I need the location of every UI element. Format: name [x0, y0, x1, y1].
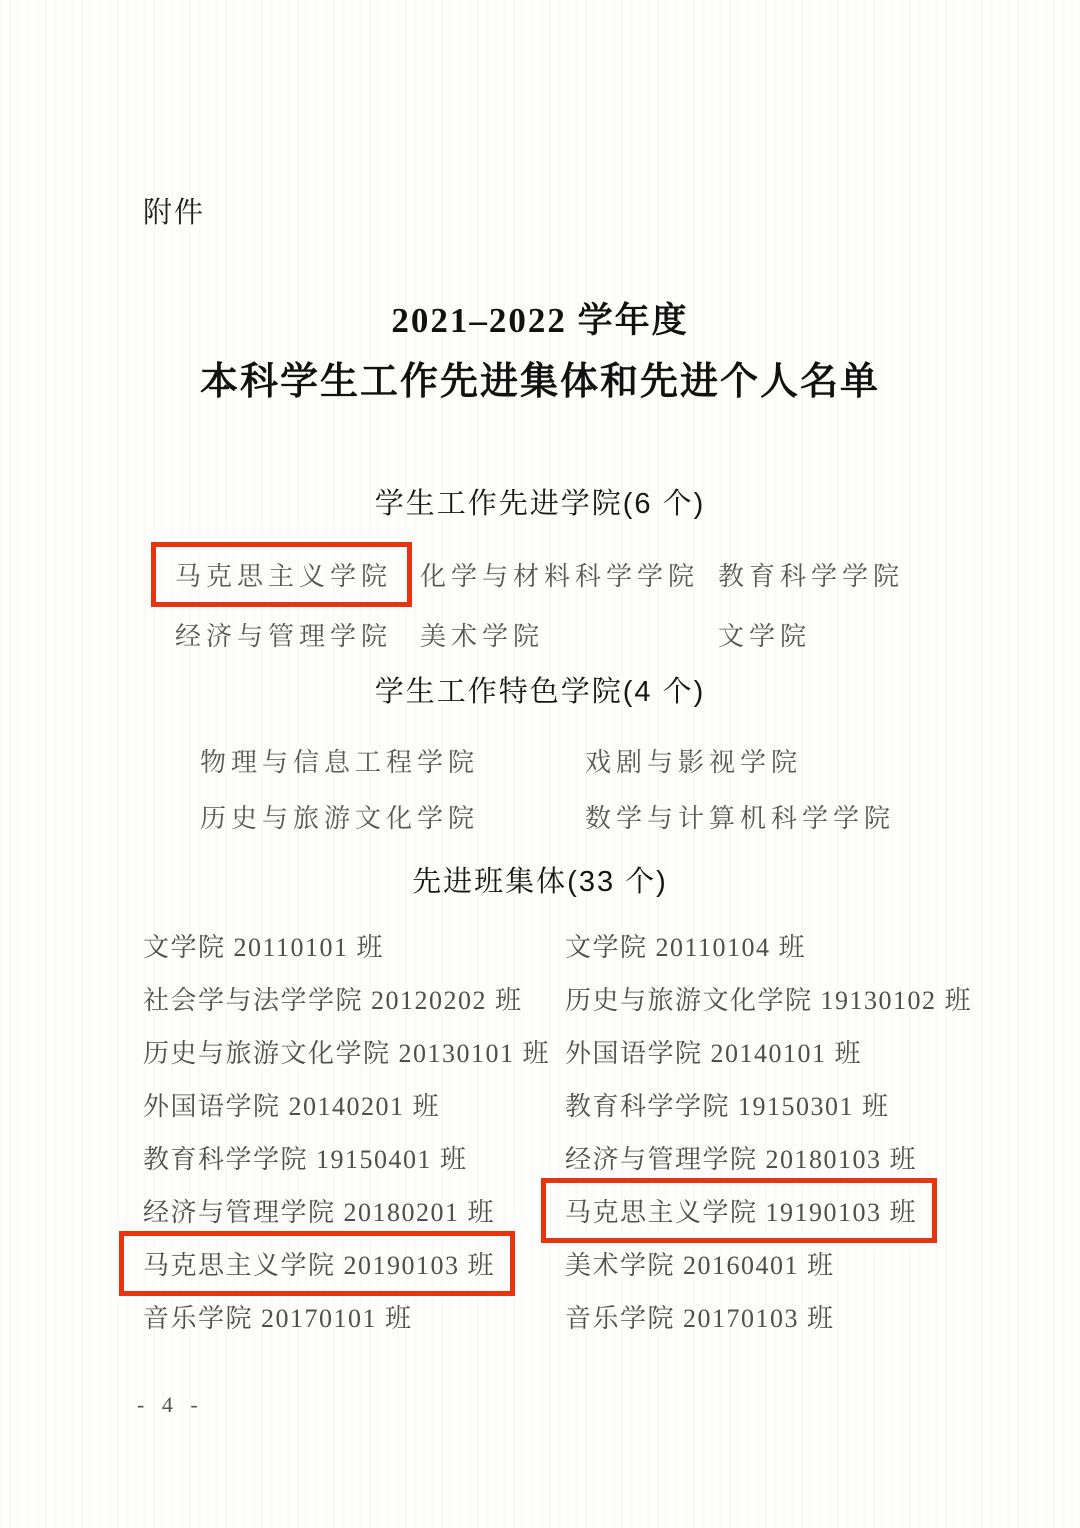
advanced-classes-list: [143, 925, 983, 1336]
class-name: 社会学与法学学院 20120202 班: [143, 985, 523, 1015]
list-item: [565, 1245, 983, 1282]
document-title: [0, 297, 1080, 407]
college-name: 美术学院: [420, 621, 545, 651]
list-item: [175, 556, 420, 593]
class-name: 历史与旅游文化学院 20130101 班: [143, 1038, 551, 1068]
list-item: [565, 1139, 983, 1176]
class-name: 外国语学院 20140201 班: [143, 1091, 441, 1121]
list-item: [143, 927, 565, 964]
college-name: 数学与计算机科学学院: [585, 803, 896, 833]
attachment-label: 附件: [143, 197, 206, 229]
list-item: [175, 616, 420, 653]
college-name: 教育科学学院: [718, 561, 905, 591]
class-name: 外国语学院 20140101 班: [565, 1038, 863, 1068]
class-name: 教育科学学院 19150401 班: [143, 1144, 468, 1174]
list-item: [565, 980, 983, 1017]
list-item: [143, 1192, 565, 1229]
class-name: 文学院 20110101 班: [143, 932, 385, 962]
college-name: 文学院: [718, 621, 812, 651]
class-name: 音乐学院 20170101 班: [143, 1303, 413, 1333]
section-header-advanced-classes: 先进班集体(33 个): [412, 866, 668, 898]
page-number: - 4 -: [137, 1392, 204, 1417]
list-item: [143, 980, 565, 1017]
class-name: 历史与旅游文化学院 19130102 班: [565, 985, 973, 1015]
title-line-academic-year: 2021–2022 学年度: [391, 301, 689, 340]
class-name: 音乐学院 20170103 班: [565, 1303, 835, 1333]
featured-colleges-list: [200, 737, 940, 839]
list-item: [200, 742, 585, 779]
list-item: [420, 556, 718, 593]
list-item: [420, 616, 718, 653]
list-item: [143, 1298, 565, 1335]
list-item: [718, 616, 935, 653]
title-line-list-name: 本科学生工作先进集体和先进个人名单: [199, 361, 880, 403]
class-name: 马克思主义学院 19190103 班: [541, 1178, 937, 1243]
list-item: [565, 927, 983, 964]
list-item: [585, 742, 940, 779]
list-item: [585, 798, 940, 835]
list-item: [143, 1139, 565, 1176]
class-name: 文学院 20110104 班: [565, 932, 807, 962]
advanced-colleges-list: [175, 551, 935, 657]
college-name: 经济与管理学院: [175, 621, 393, 651]
section-header-advanced-colleges: 学生工作先进学院(6 个): [374, 488, 706, 520]
list-item: [143, 1245, 565, 1282]
list-item: [143, 1033, 565, 1070]
college-name: 物理与信息工程学院: [200, 747, 480, 777]
list-item: [565, 1086, 983, 1123]
class-name: 经济与管理学院 20180201 班: [143, 1197, 496, 1227]
college-name: 历史与旅游文化学院: [200, 803, 480, 833]
college-name: 马克思主义学院: [151, 542, 412, 607]
list-item: [143, 1086, 565, 1123]
list-item: [718, 556, 935, 593]
class-name: 经济与管理学院 20180103 班: [565, 1144, 918, 1174]
list-item: [565, 1033, 983, 1070]
class-name: 教育科学学院 19150301 班: [565, 1091, 890, 1121]
class-name: 马克思主义学院 20190103 班: [119, 1231, 515, 1296]
college-name: 化学与材料科学学院: [420, 561, 700, 591]
class-name: 美术学院 20160401 班: [565, 1250, 835, 1280]
list-item: [200, 798, 585, 835]
list-item: [565, 1298, 983, 1335]
college-name: 戏剧与影视学院: [585, 747, 803, 777]
list-item: [565, 1192, 983, 1229]
section-header-featured-colleges: 学生工作特色学院(4 个): [374, 676, 706, 708]
